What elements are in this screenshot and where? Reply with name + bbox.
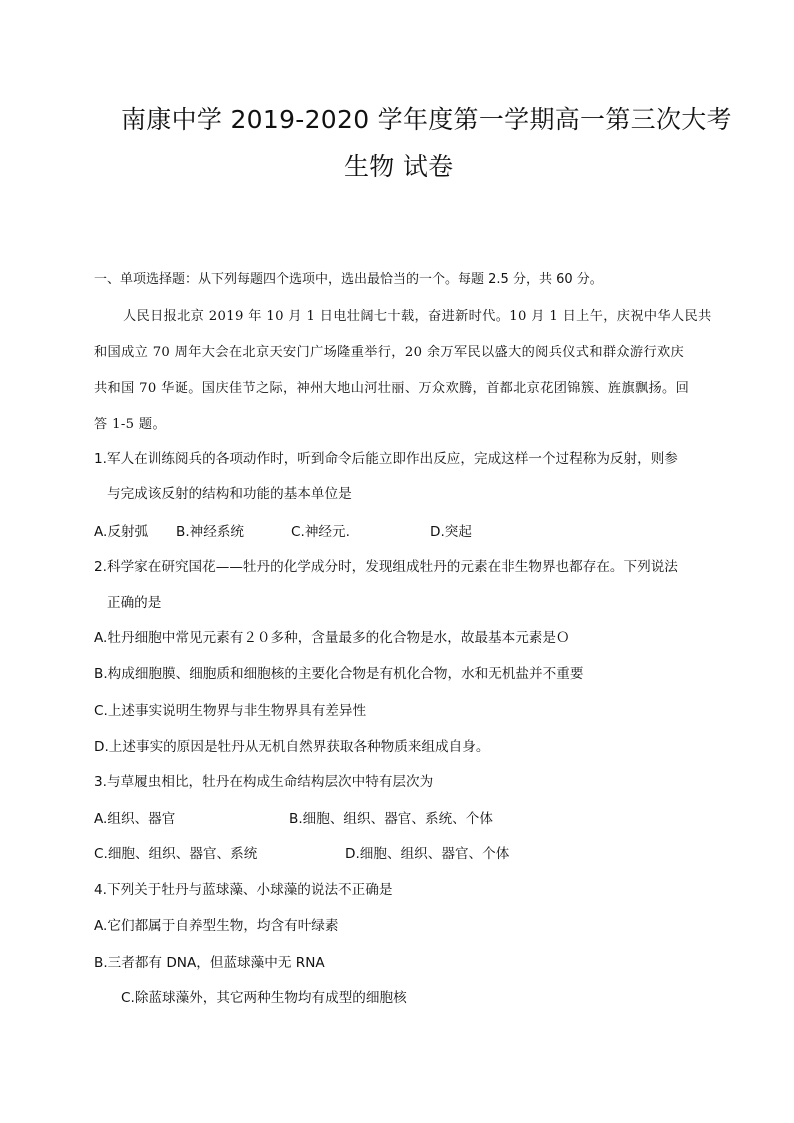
option-d: D.上述事实的原因是牡丹从无机自然界获取各种物质来组成自身。 xyxy=(94,739,490,755)
passage-line: 答 1-5 题。 xyxy=(94,417,166,432)
option-c: C.细胞、组织、器官、系统 xyxy=(94,846,258,862)
passage-line: 和国成立 70 周年大会在北京天安门广场隆重举行，20 余万军民以盛大的阅兵仪式和群众游行欢庆 xyxy=(94,345,685,360)
option-b: B.神经系统 xyxy=(176,524,245,540)
question-stem: 2.科学家在研究国花——牡丹的化学成分时，发现组成牡丹的元素在非生物界也都存在。下列说法 xyxy=(94,559,678,575)
option-b: B.细胞、组织、器官、系统、个体 xyxy=(289,811,493,827)
question-stem: 与完成该反射的结构和功能的基本单位是 xyxy=(107,486,352,502)
option-d: D.细胞、组织、器官、个体 xyxy=(345,846,510,862)
option-c: C.上述事实说明生物界与非生物界具有差异性 xyxy=(94,703,367,719)
option-b: B.构成细胞膜、细胞质和细胞核的主要化合物是有机化合物，水和无机盐并不重要 xyxy=(94,666,584,682)
option-a: A.组织、器官 xyxy=(94,811,176,827)
option-c: C.神经元. xyxy=(291,524,350,540)
option-c: C.除蓝球藻外，其它两种生物均有成型的细胞核 xyxy=(121,990,407,1006)
question-stem: 1.军人在训练阅兵的各项动作时，听到命令后能立即作出反应，完成这样一个过程称为反射，则参 xyxy=(94,451,678,467)
title-line-2: 生物 试卷 xyxy=(344,152,454,181)
option-a: A.反射弧 xyxy=(94,524,149,540)
option-b: B.三者都有 DNA，但蓝球藻中无 RNA xyxy=(94,955,325,971)
question-stem: 4.下列关于牡丹与蓝球藻、小球藻的说法不正确是 xyxy=(94,882,393,898)
passage-line: 共和国 70 华诞。国庆佳节之际，神州大地山河壮丽、万众欢腾，首都北京花团锦簇、旌旗飘扬。回 xyxy=(94,381,690,396)
question-stem: 正确的是 xyxy=(107,595,162,611)
option-a: A.牡丹细胞中常见元素有２０多种，含量最多的化合物是水，故最基本元素是Ｏ xyxy=(94,630,570,646)
option-a: A.它们都属于自养型生物，均含有叶绿素 xyxy=(94,918,339,934)
question-stem: 3.与草履虫相比，牡丹在构成生命结构层次中特有层次为 xyxy=(94,774,434,790)
section-heading: 一、单项选择题：从下列每题四个选项中，选出最恰当的一个。每题 2.5 分，共 60 分。 xyxy=(94,272,603,287)
passage-line: 人民日报北京 2019 年 10 月 1 日电壮阔七十载，奋进新时代。10 月 1 日上午，庆祝中华人民共 xyxy=(123,309,712,324)
title-line-1: 南康中学 2019-2020 学年度第一学期高一第三次大考 xyxy=(121,105,732,134)
option-d: D.突起 xyxy=(430,524,472,540)
